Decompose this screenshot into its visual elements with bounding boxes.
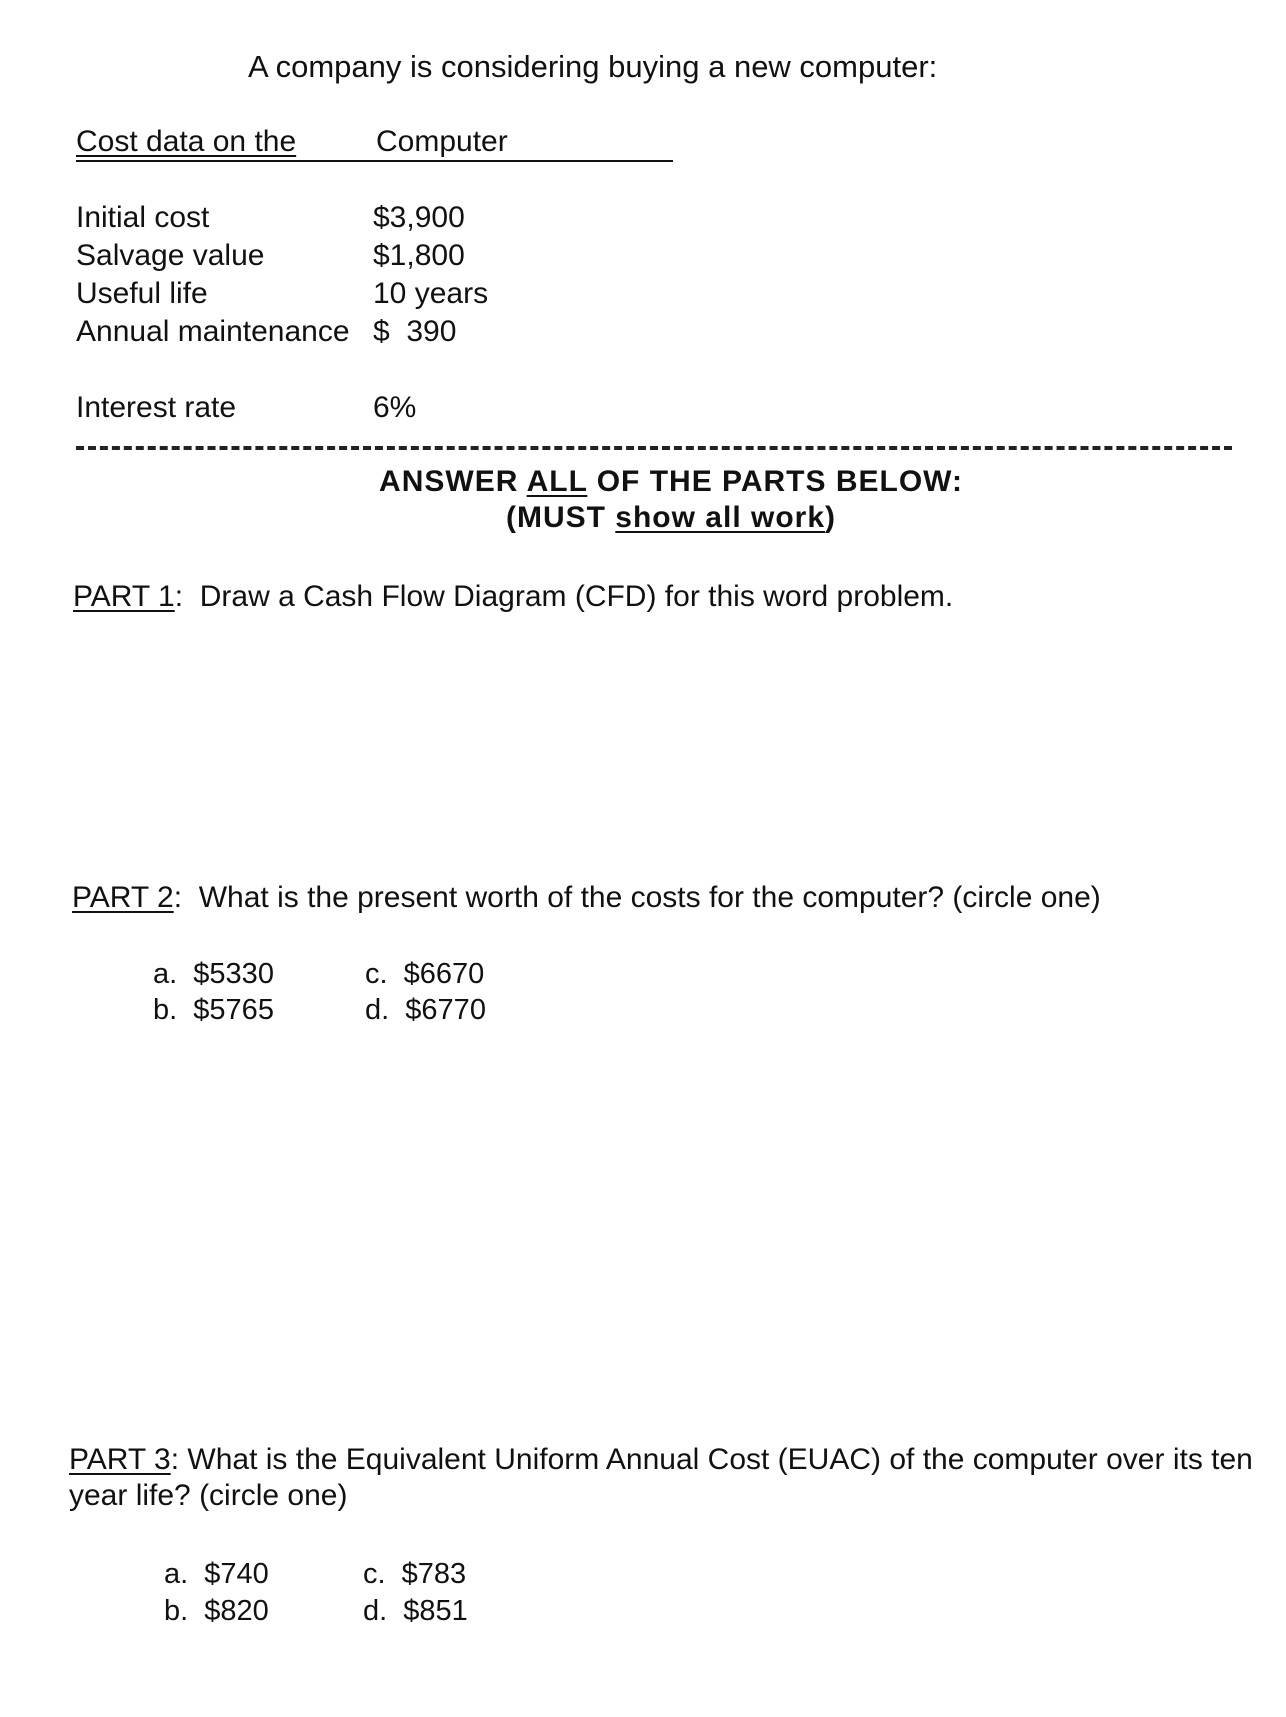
part3-choice-a[interactable]: a. $740: [164, 1558, 269, 1590]
cost-value-life: 10 years: [373, 277, 489, 310]
instruction-1-pre: ANSWER: [379, 465, 527, 498]
cost-value-salvage: $1,800: [373, 239, 465, 272]
part2-label: PART 2: [72, 881, 174, 914]
instruction-1-all: ALL: [526, 465, 588, 498]
instruction-2-post: ): [825, 501, 837, 534]
part3-text: : What is the Equivalent Uniform Annual Cost (EUAC) of the computer over its ten year life? (circle one): [69, 1443, 1253, 1512]
cost-label-life: Useful life: [76, 277, 208, 310]
part3-question: [69, 1442, 1269, 1514]
cost-label-salvage: Salvage value: [76, 239, 265, 272]
cost-value-interest: 6%: [373, 391, 417, 424]
part3-choice-d[interactable]: d. $851: [363, 1595, 468, 1627]
part1-label: PART 1: [73, 580, 175, 613]
part1-text: : Draw a Cash Flow Diagram (CFD) for this word problem.: [174, 580, 954, 613]
cost-table-header-right: Computer: [376, 125, 508, 158]
page-title: A company is considering buying a new computer:: [248, 49, 938, 84]
instruction-2-pre: (MUST: [505, 501, 616, 534]
cost-table-header-rule: [76, 160, 673, 162]
instruction-1-post: OF THE PARTS BELOW:: [587, 465, 963, 498]
part2-choice-a[interactable]: a. $5330: [153, 958, 274, 990]
instruction-line-2: [0, 500, 1286, 536]
part3-choice-c[interactable]: c. $783: [363, 1558, 467, 1590]
part1-question: [73, 580, 953, 614]
part2-question: [72, 881, 1101, 915]
instruction-line-1: [0, 464, 1286, 500]
part3-choice-b[interactable]: b. $820: [164, 1595, 269, 1627]
cost-table-header-left: Cost data on the: [76, 125, 297, 158]
part3-label: PART 3: [69, 1443, 171, 1476]
cost-label-interest: Interest rate: [76, 391, 237, 424]
cost-value-maintenance: $ 390: [373, 315, 457, 348]
instruction-2-work: show all work: [615, 501, 826, 534]
cost-value-initial: $3,900: [373, 201, 465, 234]
part2-choice-d[interactable]: d. $6770: [365, 994, 486, 1026]
part2-text: : What is the present worth of the costs for the computer? (circle one): [173, 881, 1101, 914]
part2-choice-c[interactable]: c. $6670: [365, 958, 485, 990]
dashed-divider: [76, 446, 1232, 450]
cost-label-maintenance: Annual maintenance: [76, 315, 350, 348]
part2-choice-b[interactable]: b. $5765: [153, 994, 274, 1026]
cost-label-initial: Initial cost: [76, 201, 210, 234]
